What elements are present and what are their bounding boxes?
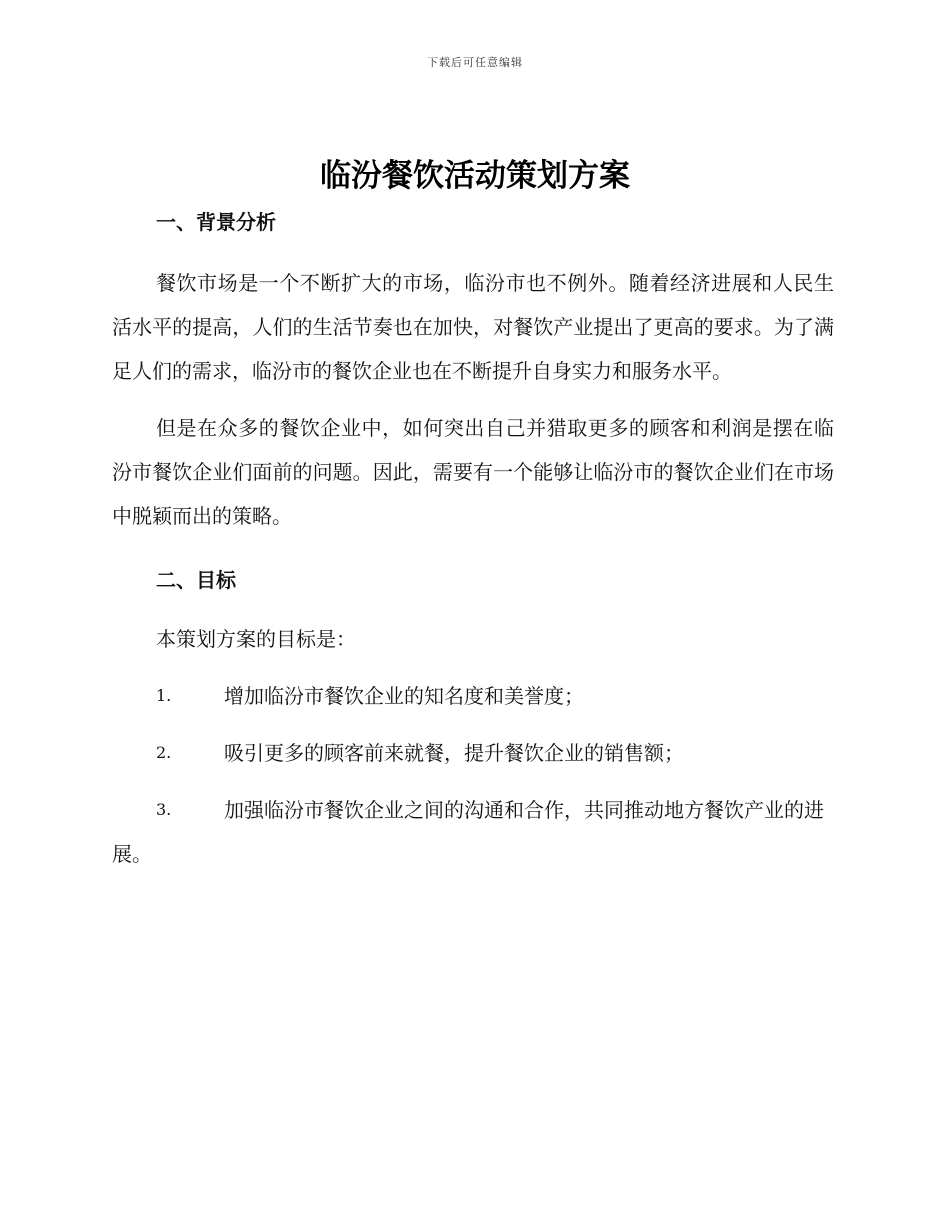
goals-intro: 本策划方案的目标是： <box>156 627 356 651</box>
background-paragraph-1: 餐饮市场是一个不断扩大的市场，临汾市也不例外。随着经济进展和人民生活水平的提高，人们的生活节奏也在加快，对餐饮产业提出了更高的要求。为了满足人们的需求，临汾市的餐饮企业也在不断提升自身实力和服务水平。 <box>112 271 834 383</box>
goal-list-item <box>112 731 834 775</box>
list-number: 2. <box>156 743 172 762</box>
goal-list-item <box>112 674 834 718</box>
section-heading-background: 一、背景分析 <box>156 210 276 234</box>
list-number: 1. <box>156 686 172 705</box>
document-title: 临汾餐饮活动策划方案 <box>320 158 630 194</box>
list-number: 3. <box>156 800 172 819</box>
header-note: 下载后可任意编辑 <box>427 56 523 69</box>
goal-list-item <box>112 788 834 876</box>
document-body <box>112 205 834 876</box>
section-heading-goals: 二、目标 <box>156 568 236 592</box>
list-item-text: 吸引更多的顾客前来就餐，提升餐饮企业的销售额； <box>224 741 684 765</box>
list-item-text: 加强临汾市餐饮企业之间的沟通和合作，共同推动地方餐饮产业的进展。 <box>112 798 824 866</box>
background-paragraph-2: 但是在众多的餐饮企业中，如何突出自己并猎取更多的顾客和利润是摆在临汾市餐饮企业们面前的问题。因此，需要有一个能够让临汾市的餐饮企业们在市场中脱颖而出的策略。 <box>112 416 834 528</box>
list-item-text: 增加临汾市餐饮企业的知名度和美誉度； <box>224 684 584 708</box>
